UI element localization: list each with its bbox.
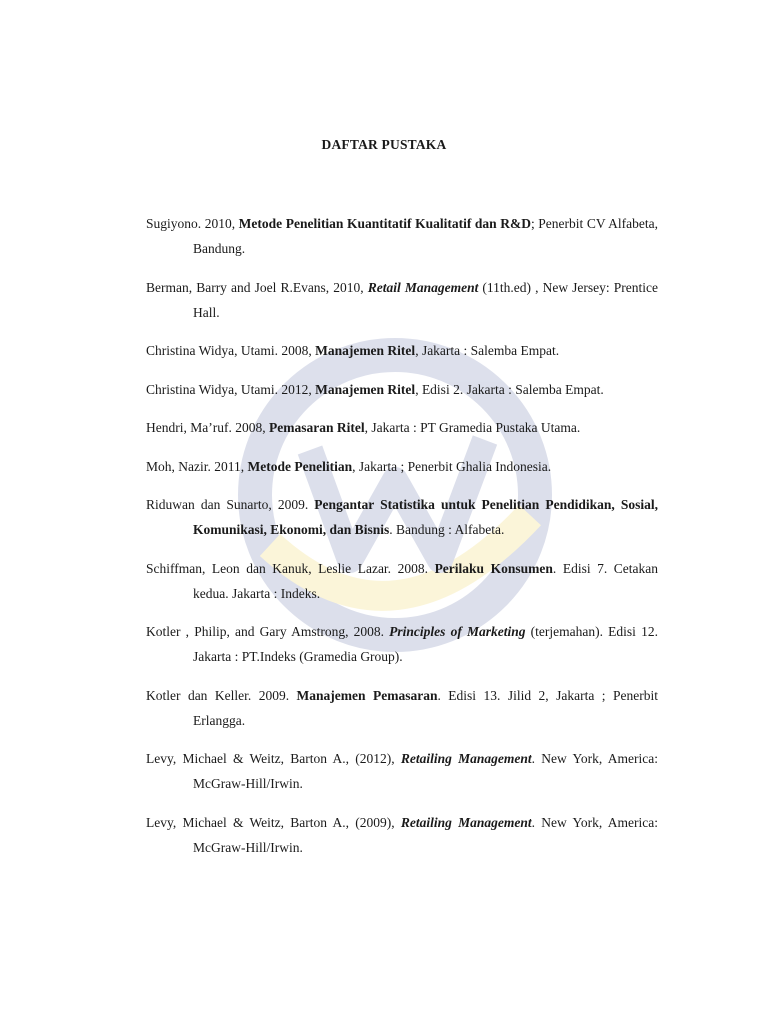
reference-item: [146, 556, 658, 606]
ref-title: Manajemen Pemasaran: [296, 687, 438, 703]
reference-item: [146, 211, 658, 261]
ref-author: Riduwan dan Sunarto, 2009.: [146, 497, 309, 512]
ref-publisher: (11th.ed) , New Jersey: Prentice Hall.: [193, 279, 658, 320]
ref-title: Metode Penelitian: [247, 458, 353, 474]
ref-publisher: ; Penerbit CV Alfabeta, Bandung.: [193, 216, 659, 256]
ref-author: Hendri, Ma’ruf. 2008,: [146, 420, 266, 435]
reference-item: [146, 454, 658, 479]
reference-item: [146, 810, 658, 860]
ref-author: Levy, Michael & Weitz, Barton A., (2009),: [146, 814, 395, 830]
ref-publisher: , Edisi 2. Jakarta : Salemba Empat.: [415, 381, 604, 397]
ref-publisher: . Edisi 7. Cetakan kedua. Jakarta : Indeks.: [193, 560, 659, 601]
reference-item: [146, 415, 658, 440]
ref-author: Berman, Barry and Joel R.Evans, 2010,: [146, 279, 364, 295]
ref-title: Retailing Management: [400, 751, 532, 766]
ref-author: Christina Widya, Utami. 2012,: [146, 381, 312, 397]
ref-author: Kotler , Philip, and Gary Amstrong, 2008.: [146, 624, 384, 639]
ref-author: Levy, Michael & Weitz, Barton A., (2012),: [146, 751, 395, 766]
ref-publisher: . Bandung : Alfabeta.: [389, 522, 505, 537]
ref-title: Pemasaran Ritel: [268, 420, 365, 435]
ref-author: Sugiyono. 2010,: [146, 216, 236, 231]
page-title: DAFTAR PUSTAKA: [321, 137, 447, 152]
ref-title: Manajemen Ritel: [315, 343, 416, 358]
ref-title: Principles of Marketing: [389, 624, 526, 639]
ref-publisher: (terjemahan). Edisi 12. Jakarta : PT.Indeks (Gramedia Group).: [193, 624, 658, 664]
reference-item: [146, 746, 658, 796]
reference-item: [146, 619, 658, 669]
reference-list: [146, 211, 658, 872]
reference-item: [146, 275, 658, 325]
ref-publisher: , Jakarta ; Penerbit Ghalia Indonesia.: [352, 458, 552, 474]
ref-title: Manajemen Ritel: [315, 381, 416, 397]
ref-title: Retail Management: [367, 279, 479, 295]
ref-publisher: . New York, America: McGraw-Hill/Irwin.: [193, 814, 658, 855]
ref-publisher: . Edisi 13. Jilid 2, Jakarta ; Penerbit Erlangga.: [193, 687, 658, 728]
reference-item: [146, 377, 658, 402]
ref-author: Schiffman, Leon dan Kanuk, Leslie Lazar. 2008.: [146, 560, 428, 576]
reference-item: [146, 338, 658, 363]
ref-author: Kotler dan Keller. 2009.: [146, 687, 290, 703]
ref-title: Pengantar Statistika untuk Penelitian Pendidikan, Sosial, Komunikasi, Ekonomi, dan Bisnis: [193, 497, 658, 537]
ref-publisher: . New York, America: McGraw-Hill/Irwin.: [193, 751, 658, 791]
ref-publisher: , Jakarta : Salemba Empat.: [415, 343, 560, 358]
ref-publisher: , Jakarta : PT Gramedia Pustaka Utama.: [364, 420, 581, 435]
ref-author: Christina Widya, Utami. 2008,: [146, 343, 312, 358]
reference-item: [146, 492, 658, 542]
ref-author: Moh, Nazir. 2011,: [146, 458, 245, 474]
ref-title: Metode Penelitian Kuantitatif Kualitatif dan R&D: [238, 216, 531, 231]
ref-title: Perilaku Konsumen: [434, 560, 553, 576]
reference-item: [146, 683, 658, 733]
ref-title: Retailing Management: [400, 814, 532, 830]
